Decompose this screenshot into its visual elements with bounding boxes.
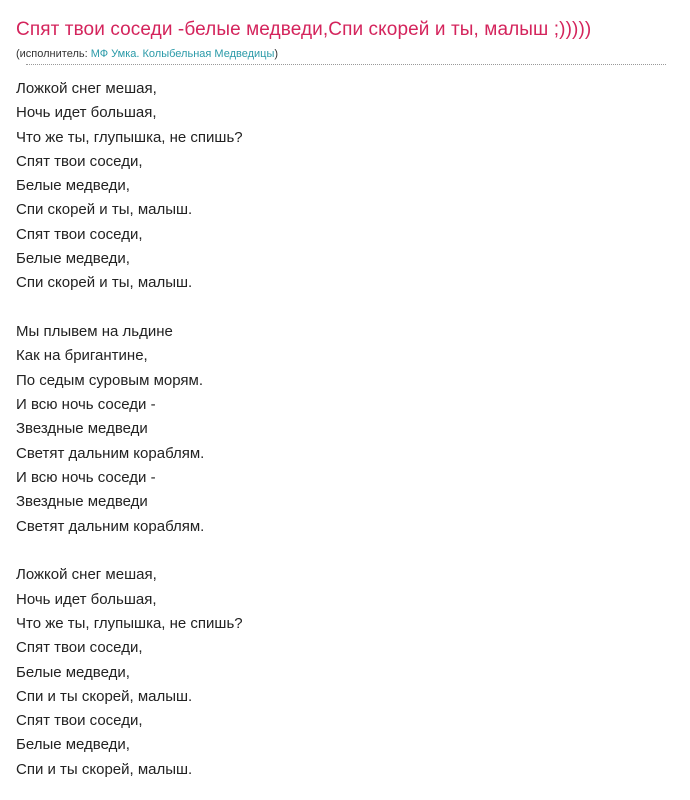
verse [16, 77, 676, 296]
lyric-line: Мы плывем на льдине [16, 323, 173, 341]
lyric-line: Что же ты, глупышка, не спишь? [16, 614, 243, 632]
lyric-line: Спят твои соседи, [16, 712, 143, 730]
lyric-line: Спи и ты скорей, малыш. [16, 687, 193, 705]
lyric-line: Ночь идет большая, [16, 590, 157, 608]
lyric-line: По седым суровым морям. [16, 371, 203, 389]
title-divider [26, 64, 666, 65]
lyric-line: Звездные медведи [16, 493, 148, 511]
lyric-line: Белые медведи, [16, 177, 130, 195]
lyrics-body [16, 77, 676, 782]
performer-line [16, 47, 676, 61]
performer-suffix: ) [274, 48, 279, 60]
lyric-line: Светят дальним кораблям. [16, 444, 205, 462]
lyrics-page [16, 18, 676, 782]
song-title: Спят твои соседи -белые медведи,Спи скорей и ты, малыш ;))))) [16, 19, 592, 40]
verse [16, 563, 676, 782]
lyric-line: И всю ночь соседи - [16, 396, 156, 414]
lyric-line: И всю ночь соседи - [16, 468, 156, 486]
performer-link[interactable]: МФ Умка. Колыбельная Медведицы [90, 48, 275, 60]
lyric-line: Что же ты, глупышка, не спишь? [16, 128, 243, 146]
lyric-line: Белые медведи, [16, 663, 130, 681]
lyric-line: Как на бригантине, [16, 347, 148, 365]
lyric-line: Белые медведи, [16, 736, 130, 754]
lyric-line: Спи скорей и ты, малыш. [16, 201, 193, 219]
lyric-line: Звездные медведи [16, 420, 148, 438]
lyric-line: Спи скорей и ты, малыш. [16, 274, 193, 292]
performer-prefix: (исполнитель: [16, 48, 91, 60]
lyric-line: Ночь идет большая, [16, 104, 157, 122]
verse [16, 320, 676, 539]
lyric-line: Ложкой снег мешая, [16, 566, 157, 584]
lyric-line: Спят твои соседи, [16, 639, 143, 657]
lyric-line: Спят твои соседи, [16, 152, 143, 170]
lyric-line: Спи и ты скорей, малыш. [16, 760, 193, 778]
lyric-line: Светят дальним кораблям. [16, 517, 205, 535]
lyric-line: Спят твои соседи, [16, 225, 143, 243]
lyric-line: Белые медведи, [16, 250, 130, 268]
lyric-line: Ложкой снег мешая, [16, 80, 157, 97]
